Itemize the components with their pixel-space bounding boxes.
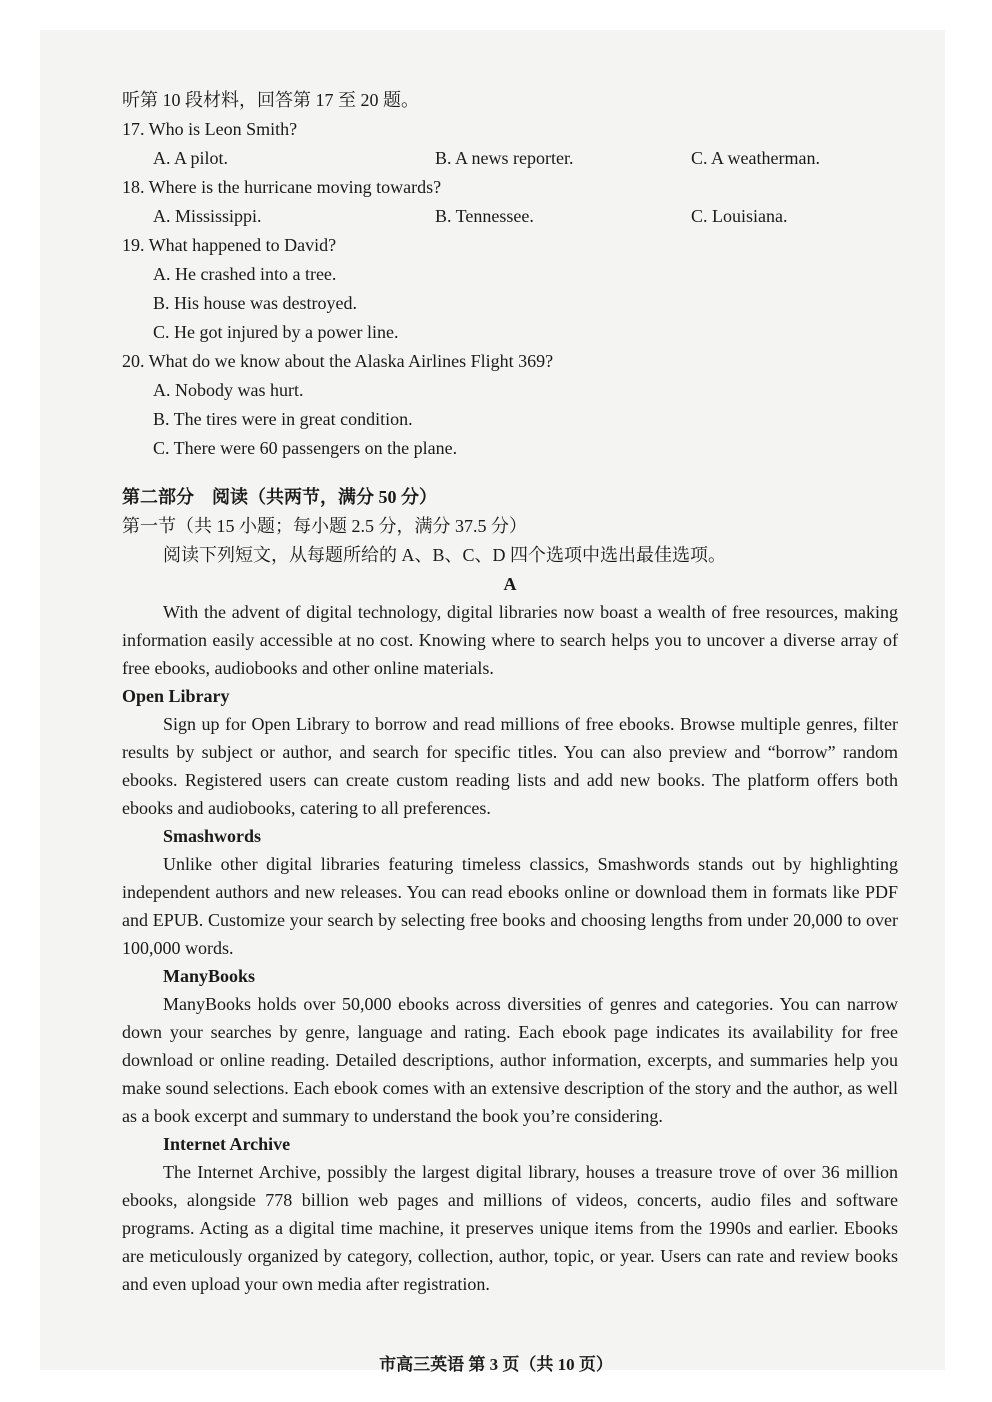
section-text-manybooks: ManyBooks holds over 50,000 ebooks across diversities of genres and categories. You can narrow down your searches by genre, language and rating. Each ebook page indicates its availability for free download or online reading. Detailed descriptions, author information, excerpts, and summaries help you make sound selections. Each ebook comes with an extensive description of the story and the author, as well as a book excerpt and summary to understand the book you’re considering.	[122, 994, 898, 1126]
section-heading-smashwords: Smashwords	[163, 826, 262, 846]
section-text-internet-archive: The Internet Archive, possibly the largest digital library, houses a treasure trove of over 36 million ebooks, alongside 778 billion web pages and millions of videos, concerts, audio files and software programs. Acting as a digital time machine, it preserves unique items from the 1990s and earlier. Ebooks are meticulously organized by category, collection, author, topic, or year. Users can rate and review books and even upload your own media after registration.	[122, 1162, 898, 1294]
exam-content	[122, 86, 898, 1298]
question-20-option-a: A. Nobody was hurt.	[153, 380, 304, 400]
question-18-option-c: C. Louisiana.	[691, 206, 788, 226]
question-18-option-b: B. Tennessee.	[435, 206, 534, 226]
section-heading-manybooks: ManyBooks	[163, 966, 256, 986]
question-19-option-a: A. He crashed into a tree.	[153, 264, 337, 284]
question-17-option-c: C. A weatherman.	[691, 148, 820, 168]
question-17-stem: 17. Who is Leon Smith?	[122, 119, 298, 139]
question-19-option-b: B. His house was destroyed.	[153, 293, 357, 313]
reading-part-title: 第二部分 阅读（共两节，满分 50 分）	[122, 487, 437, 507]
question-20-option-b: B. The tires were in great condition.	[153, 409, 413, 429]
page-footer: 市高三英语 第 3 页（共 10 页）	[379, 1355, 613, 1374]
question-19-option-c: C. He got injured by a power line.	[153, 322, 399, 342]
question-18-option-a: A. Mississippi.	[153, 206, 262, 226]
question-17-options	[122, 144, 898, 173]
section-text-open-library: Sign up for Open Library to borrow and read millions of free ebooks. Browse multiple genres, filter results by subject or author, and search for specific titles. You can also preview and “borrow” random ebooks. Registered users can create custom reading lists and add new books. The platform offers both ebooks and audiobooks, catering to all preferences.	[122, 714, 898, 818]
passage-label: A	[503, 574, 517, 594]
question-19-stem: 19. What happened to David?	[122, 235, 337, 255]
question-17-option-b: B. A news reporter.	[435, 148, 574, 168]
passage-intro: With the advent of digital technology, digital libraries now boast a wealth of free resources, making information easily accessible at no cost. Knowing where to search helps you to uncover a diverse array of free ebooks, audiobooks and other online materials.	[122, 602, 898, 678]
question-17-option-a: A. A pilot.	[153, 148, 229, 168]
section-heading-internet-archive: Internet Archive	[163, 1134, 291, 1154]
question-20-stem: 20. What do we know about the Alaska Airlines Flight 369?	[122, 351, 554, 371]
reading-section-title: 第一节（共 15 小题；每小题 2.5 分，满分 37.5 分）	[122, 516, 527, 536]
section-text-smashwords: Unlike other digital libraries featuring timeless classics, Smashwords stands out by highlighting independent authors and new releases. You can read ebooks online or download them in formats like PDF and EPUB. Customize your search by selecting free books and choosing lengths from under 20,000 to over 100,000 words.	[122, 854, 898, 958]
listening-instruction: 听第 10 段材料，回答第 17 至 20 题。	[122, 90, 419, 110]
question-18-options	[122, 202, 898, 231]
reading-instruction: 阅读下列短文，从每题所给的 A、B、C、D 四个选项中选出最佳选项。	[163, 545, 727, 565]
question-20-option-c: C. There were 60 passengers on the plane.	[153, 438, 458, 458]
question-18-stem: 18. Where is the hurricane moving towards?	[122, 177, 442, 197]
section-heading-open-library: Open Library	[122, 686, 230, 706]
